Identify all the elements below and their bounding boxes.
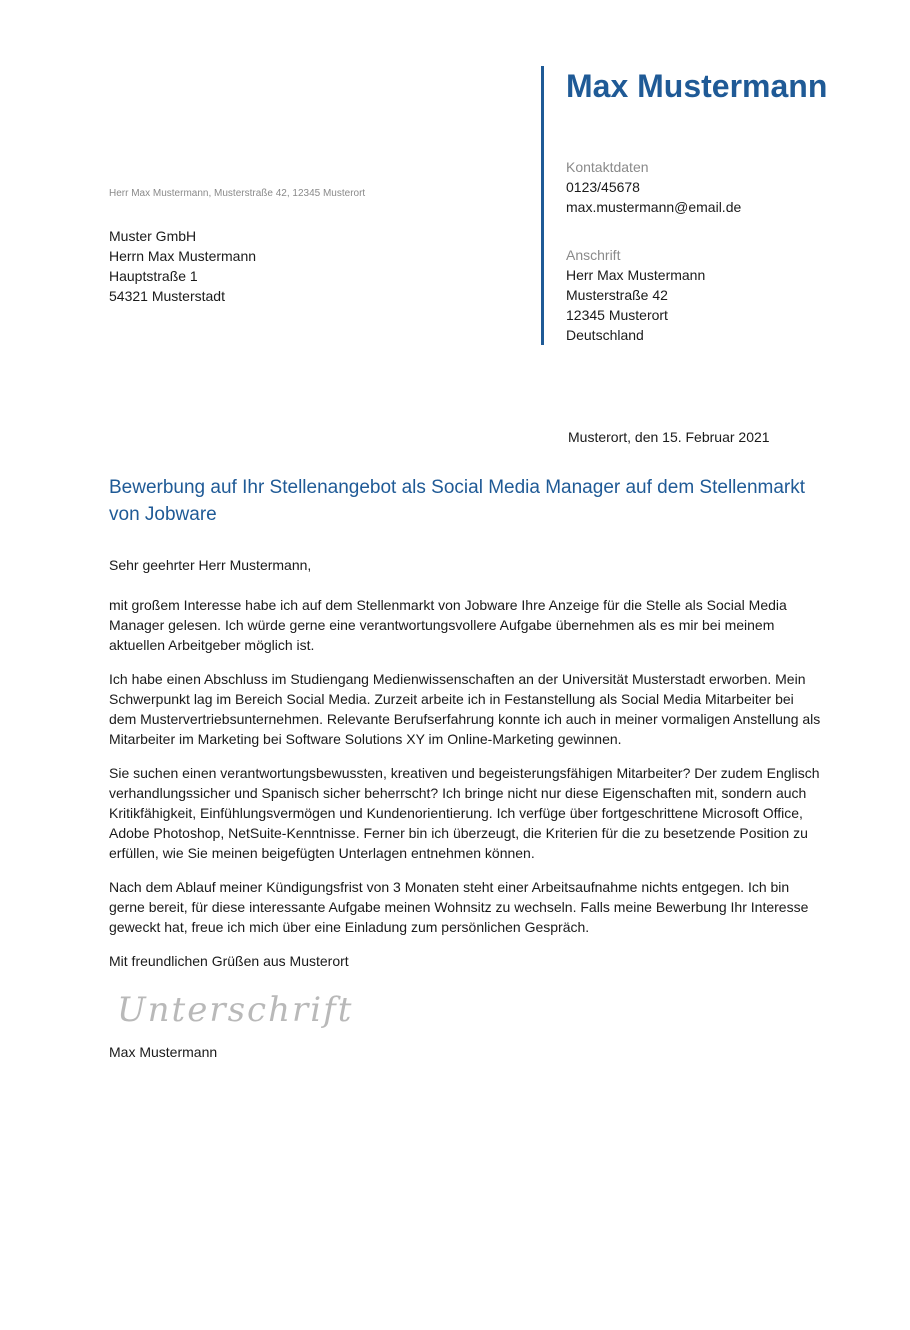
recipient-address bbox=[109, 226, 256, 306]
body-paragraph: Nach dem Ablauf meiner Kündigungsfrist von 3 Monaten steht einer Arbeitsaufnahme nichts entgegen. Ich bin gerne bereit, für diese interessante Aufgabe meinen Wohnsitz zu wechseln. Falls meine Bewerbung Ihr Interesse geweckt hat, freue ich mich über eine Einladung zum persönlichen Gespräch. bbox=[109, 879, 809, 935]
subject-line: Bewerbung auf Ihr Stellenangebot als Social Media Manager auf dem Stellenmarkt von Jobware bbox=[109, 477, 806, 525]
body-paragraph: Sie suchen einen verantwortungsbewussten, kreativen und begeisterungsfähigen Mitarbeiter? Der zudem Englisch verhandlungssicher und Spanisch sicher beherrscht? Ich bringe nicht nur diese Eigenschaften mit, sondern auch Kritikfähigkeit, Einfühlungsvermögen und Kundenorientierung. Ich verfüge über fortgeschrittene Microsoft Office, Adobe Photoshop, NetSuite-Kenntnisse. Ferner bin ich überzeugt, die Kriterien für die zu besetzende Position zu erfüllen, wie Sie meinen beigefügten Unterlagen entnehmen können. bbox=[109, 765, 820, 861]
letter-date: Musterort, den 15. Februar 2021 bbox=[568, 429, 770, 445]
contact-label: Kontaktdaten bbox=[566, 159, 649, 175]
address-line: 12345 Musterort bbox=[566, 307, 668, 323]
body-paragraph: Ich habe einen Abschluss im Studiengang Medienwissenschaften an der Universität Musterstadt erworben. Mein Schwerpunkt lag im Bereich Social Media. Zurzeit arbeite ich in Festanstellung als Social Media Mitarbeiter bei dem Mustervertriebsunternehmen. Relevante Berufserfahrung konnte ich auch in meiner vormaligen Anstellung als Mitarbeiter im Marketing bei Software Solutions XY im Online-Marketing gewinnen. bbox=[109, 671, 821, 747]
address-line: Musterstraße 42 bbox=[566, 287, 668, 303]
closing: Mit freundlichen Grüßen aus Musterort bbox=[109, 953, 349, 969]
address-section bbox=[566, 245, 705, 345]
sender-block bbox=[541, 66, 871, 345]
contact-section bbox=[566, 157, 741, 217]
signed-name: Max Mustermann bbox=[109, 1044, 218, 1060]
sender-name: Max Mustermann bbox=[566, 68, 828, 104]
phone-number: 0123/45678 bbox=[566, 179, 640, 195]
address-label: Anschrift bbox=[566, 247, 621, 263]
address-line: Deutschland bbox=[566, 327, 644, 343]
recipient-line: Hauptstraße 1 bbox=[109, 268, 198, 284]
body-paragraph: mit großem Interesse habe ich auf dem Stellenmarkt von Jobware Ihre Anzeige für die Stelle als Social Media Manager gelesen. Ich würde gerne eine verantwortungsvollere Aufgabe übernehmen als es mir bei meinem aktuellen Arbeitgeber möglich ist. bbox=[109, 597, 787, 653]
signature: Unterschrift bbox=[117, 990, 354, 1030]
recipient-line: Muster GmbH bbox=[109, 228, 197, 244]
letter-body bbox=[109, 555, 824, 971]
email-address: max.mustermann@email.de bbox=[566, 199, 742, 215]
address-line: Herr Max Mustermann bbox=[566, 267, 706, 283]
salutation: Sehr geehrter Herr Mustermann, bbox=[109, 557, 312, 573]
recipient-line: 54321 Musterstadt bbox=[109, 288, 225, 304]
return-address: Herr Max Mustermann, Musterstraße 42, 12345 Musterort bbox=[109, 188, 366, 199]
recipient-line: Herrn Max Mustermann bbox=[109, 248, 257, 264]
